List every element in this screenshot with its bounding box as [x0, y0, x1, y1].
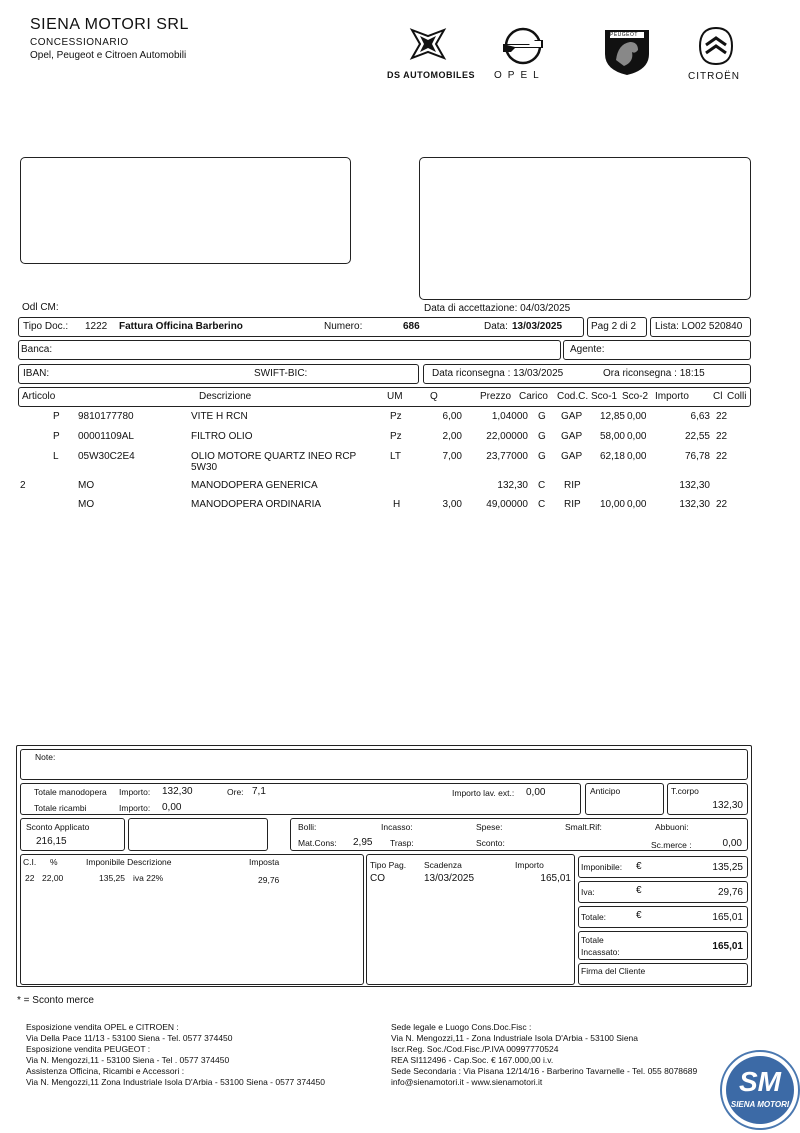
- imponibile-label: Imponibile:: [581, 862, 623, 872]
- footer-left-line: Via Della Pace 11/13 - 53100 Siena - Tel. 0577 374450: [26, 1033, 233, 1043]
- row-sco1: 58,00: [599, 431, 625, 442]
- row-importo: 132,30: [679, 499, 710, 510]
- row-descrizione: MANODOPERA GENERICA: [191, 480, 318, 491]
- col-um: UM: [387, 391, 403, 402]
- lav-ext-value: 0,00: [526, 787, 546, 798]
- footer-left-block: [26, 1022, 325, 1088]
- footer-right-line: info@sienamotori.it - www.sienamotori.it: [391, 1077, 543, 1087]
- row-cl: 22: [716, 411, 728, 422]
- row-q: 2,00: [442, 431, 462, 442]
- col-prezzo: Prezzo: [480, 391, 512, 402]
- footer-left-line: Esposizione vendita OPEL e CITROEN :: [26, 1022, 179, 1032]
- ds-logo-icon: [408, 26, 448, 62]
- col-colli: Colli: [727, 391, 747, 402]
- footer-left-line: Esposizione vendita PEUGEOT :: [26, 1044, 151, 1054]
- tot-incassato-label-1: Totale: [581, 935, 604, 945]
- footer-right-line: Iscr.Reg. Soc./Cod.Fisc./P.IVA 00997770524: [391, 1044, 559, 1054]
- note-box: [20, 749, 748, 780]
- row-type: P: [53, 411, 60, 422]
- iva-value: 29,76: [717, 887, 743, 898]
- matcons-value: 2,95: [353, 837, 373, 848]
- tot-manodopera-label: Totale manodopera: [34, 787, 107, 797]
- vat-box: [20, 854, 364, 985]
- tipo-pag-value: CO: [370, 873, 385, 884]
- footer-right-line: Via N. Mengozzi,11 - Zona Industriale Isola D'Arbia - 53100 Siena: [391, 1033, 638, 1043]
- row-importo: 76,78: [684, 451, 710, 462]
- company-subtitle: CONCESSIONARIO: [30, 37, 129, 48]
- totale-value: 165,01: [712, 912, 743, 923]
- sconto-blank-box: [128, 818, 268, 851]
- data-label: Data:: [484, 321, 508, 332]
- row-cl: 22: [716, 431, 728, 442]
- footer-right-line: Sede legale e Luogo Cons.Doc.Fisc :: [391, 1022, 532, 1032]
- footer-left-line: Via N. Mengozzi,11 Zona Industriale Isola D'Arbia - 53100 Siena - 0577 374450: [26, 1077, 325, 1087]
- row-sco1: 10,00: [599, 499, 625, 510]
- opel-brand-label: OPEL: [494, 70, 545, 81]
- row-codc: RIP: [564, 499, 581, 510]
- abbuoni-label: Abbuoni:: [655, 822, 689, 832]
- row-prezzo: 22,00000: [486, 431, 528, 442]
- row-sco1: 62,18: [599, 451, 625, 462]
- company-brands-line: Opel, Peugeot e Citroen Automobili: [30, 50, 187, 61]
- row-um: LT: [390, 451, 401, 462]
- row-articolo: MO: [78, 499, 95, 510]
- footer-right-block: [391, 1022, 697, 1088]
- row-sco2: 0,00: [627, 431, 647, 442]
- row-type: L: [53, 451, 59, 462]
- footer-right-line: Sede Secondaria : Via Pisana 12/14/16 - Barberino Tavarnelle - Tel. 055 8078689: [391, 1066, 698, 1076]
- numero-value: 686: [403, 321, 420, 332]
- peugeot-brand-label: PEUGEOT: [610, 32, 638, 38]
- row-prezzo: 23,77000: [486, 451, 528, 462]
- col-sco1: Sco-1: [591, 391, 618, 402]
- banca-box: [18, 340, 561, 360]
- anticipo-label: Anticipo: [590, 786, 621, 796]
- vat-perc: 22,00: [42, 873, 64, 883]
- row-prezzo: 132,30: [497, 480, 528, 491]
- banca-label: Banca:: [21, 344, 53, 355]
- vat-imposta: 29,76: [258, 875, 280, 885]
- row-importo: 132,30: [679, 480, 710, 491]
- data-riconsegna: Data riconsegna : 13/03/2025: [432, 368, 564, 379]
- row-carico: G: [538, 411, 546, 422]
- row-sco1: 12,85: [599, 411, 625, 422]
- sconto-label: Sconto Applicato: [26, 822, 90, 832]
- col-importo: Importo: [655, 391, 689, 402]
- logo-initials: SM: [739, 1066, 781, 1097]
- importo-label: Importo:: [119, 787, 151, 797]
- row-type: 2: [20, 480, 26, 491]
- ci-label: C.I.: [23, 857, 37, 867]
- row-carico: G: [538, 451, 546, 462]
- tipo-doc-label: Tipo Doc.:: [23, 321, 69, 332]
- row-sco2: 0,00: [627, 499, 647, 510]
- scadenza-label: Scadenza: [424, 860, 462, 870]
- imponibile-value: 135,25: [712, 862, 743, 873]
- col-q: Q: [430, 391, 438, 402]
- numero-label: Numero:: [324, 321, 363, 332]
- tipo-doc-name: Fattura Officina Barberino: [119, 321, 243, 332]
- odl-label: Odl CM:: [22, 302, 59, 313]
- row-importo: 6,63: [690, 411, 710, 422]
- row-carico: G: [538, 431, 546, 442]
- ore-value: 7,1: [252, 786, 266, 797]
- data-value: 13/03/2025: [512, 321, 563, 332]
- col-descrizione: Descrizione: [199, 391, 252, 402]
- row-q: 3,00: [442, 499, 462, 510]
- opel-logo-icon: [501, 26, 545, 66]
- row-codc: GAP: [561, 431, 583, 442]
- matcons-label: Mat.Cons:: [298, 838, 337, 848]
- row-articolo: 00001109AL: [78, 431, 134, 442]
- ricambi-importo: 0,00: [162, 802, 182, 813]
- row-descrizione: VITE H RCN: [191, 411, 248, 422]
- imposta-label: Imposta: [249, 857, 280, 867]
- importo-label-2: Importo:: [119, 803, 151, 813]
- perc-label: %: [50, 857, 58, 867]
- pag-value: Pag 2 di 2: [591, 321, 637, 332]
- lista-value: Lista: LO02 520840: [655, 321, 743, 332]
- row-descrizione: MANODOPERA ORDINARIA: [191, 499, 322, 510]
- row-descrizione: OLIO MOTORE QUARTZ INEO RCP: [191, 451, 357, 462]
- row-um: Pz: [390, 411, 402, 422]
- totale-label: Totale:: [581, 912, 607, 922]
- euro-symbol: €: [636, 861, 642, 872]
- row-q: 7,00: [442, 451, 462, 462]
- sconto-value: 216,15: [36, 836, 67, 847]
- row-um: H: [393, 499, 401, 510]
- row-prezzo: 1,04000: [491, 411, 528, 422]
- ora-riconsegna: Ora riconsegna : 18:15: [603, 368, 705, 379]
- col-sco2: Sco-2: [622, 391, 649, 402]
- tipo-doc-code: 1222: [85, 321, 108, 332]
- vat-code: 22: [25, 873, 35, 883]
- euro-symbol: €: [636, 885, 642, 896]
- bolli-label: Bolli:: [298, 822, 317, 832]
- footer-right-line: REA SI112496 - Cap.Soc. € 167.000,00 i.v.: [391, 1055, 554, 1065]
- footer-left-line: Assistenza Officina, Ricambi e Accessori :: [26, 1066, 185, 1076]
- iva-label: Iva:: [581, 887, 595, 897]
- row-articolo: 05W30C2E4: [78, 451, 135, 462]
- siena-motori-logo: [720, 1050, 800, 1130]
- vat-imponibile: 135,25: [99, 873, 125, 883]
- swift-label: SWIFT-BIC:: [254, 368, 308, 379]
- agente-label: Agente:: [570, 344, 605, 355]
- tcorpo-value: 132,30: [712, 800, 743, 811]
- row-articolo: MO: [78, 480, 95, 491]
- tot-incassato-label-2: Incassato:: [581, 947, 620, 957]
- trasp-label: Trasp:: [390, 838, 414, 848]
- row-q: 6,00: [442, 411, 462, 422]
- footer-left-line: Via N. Mengozzi,11 - 53100 Siena - Tel . 0577 374450: [26, 1055, 230, 1065]
- citroen-brand-label: CITROËN: [688, 71, 740, 82]
- col-carico: Carico: [519, 391, 548, 402]
- row-descrizione: FILTRO OLIO: [191, 431, 253, 442]
- row-codc: GAP: [561, 451, 583, 462]
- ore-label: Ore:: [227, 787, 244, 797]
- recipient-address-box: [419, 157, 751, 300]
- row-prezzo: 49,00000: [486, 499, 528, 510]
- row-um: Pz: [390, 431, 402, 442]
- ds-brand-label: DS AUTOMOBILES: [387, 70, 476, 80]
- imponibile-desc-label: Imponibile Descrizione: [86, 857, 172, 867]
- logo-text: SIENA MOTORI: [730, 1100, 790, 1109]
- scmerce-value: 0,00: [722, 838, 742, 849]
- row-descrizione-2: 5W30: [191, 462, 218, 473]
- tot-ricambi-label: Totale ricambi: [34, 803, 87, 813]
- row-sco2: 0,00: [627, 411, 647, 422]
- row-carico: C: [538, 480, 546, 491]
- manodopera-importo: 132,30: [162, 786, 193, 797]
- company-name: SIENA MOTORI SRL: [30, 16, 189, 33]
- scadenza-value: 13/03/2025: [424, 873, 475, 884]
- spese-label: Spese:: [476, 822, 503, 832]
- iban-label: IBAN:: [23, 368, 50, 379]
- tcorpo-label: T.corpo: [671, 786, 699, 796]
- row-type: P: [53, 431, 60, 442]
- row-codc: RIP: [564, 480, 581, 491]
- acceptance-date: Data di accettazione: 04/03/2025: [424, 303, 571, 314]
- firma-label: Firma del Cliente: [581, 966, 646, 976]
- vat-desc: iva 22%: [133, 873, 164, 883]
- sconto2-label: Sconto:: [476, 838, 505, 848]
- pag-importo-value: 165,01: [540, 873, 571, 884]
- lav-ext-label: Importo lav. ext.:: [452, 788, 515, 798]
- tot-incassato-value: 165,01: [712, 941, 743, 952]
- customer-address-box: [20, 157, 351, 264]
- sconto-merce-note: * = Sconto merce: [17, 995, 94, 1006]
- euro-symbol: €: [636, 910, 642, 921]
- row-articolo: 9810177780: [78, 411, 134, 422]
- row-importo: 22,55: [684, 431, 710, 442]
- citroen-logo-icon: [698, 26, 734, 66]
- col-cl: Cl: [713, 391, 723, 402]
- note-label: Note:: [35, 752, 56, 762]
- col-codc: Cod.C.: [557, 391, 589, 402]
- row-cl: 22: [716, 499, 728, 510]
- col-articolo: Articolo: [22, 391, 56, 402]
- row-codc: GAP: [561, 411, 583, 422]
- smalt-label: Smalt.Rif:: [565, 822, 602, 832]
- pag-importo-label: Importo: [515, 860, 544, 870]
- row-sco2: 0,00: [627, 451, 647, 462]
- incasso-label: Incasso:: [381, 822, 413, 832]
- row-carico: C: [538, 499, 546, 510]
- iban-box: [18, 364, 419, 384]
- scmerce-label: Sc.merce :: [651, 840, 692, 850]
- row-cl: 22: [716, 451, 728, 462]
- tipo-pag-label: Tipo Pag.: [370, 860, 407, 870]
